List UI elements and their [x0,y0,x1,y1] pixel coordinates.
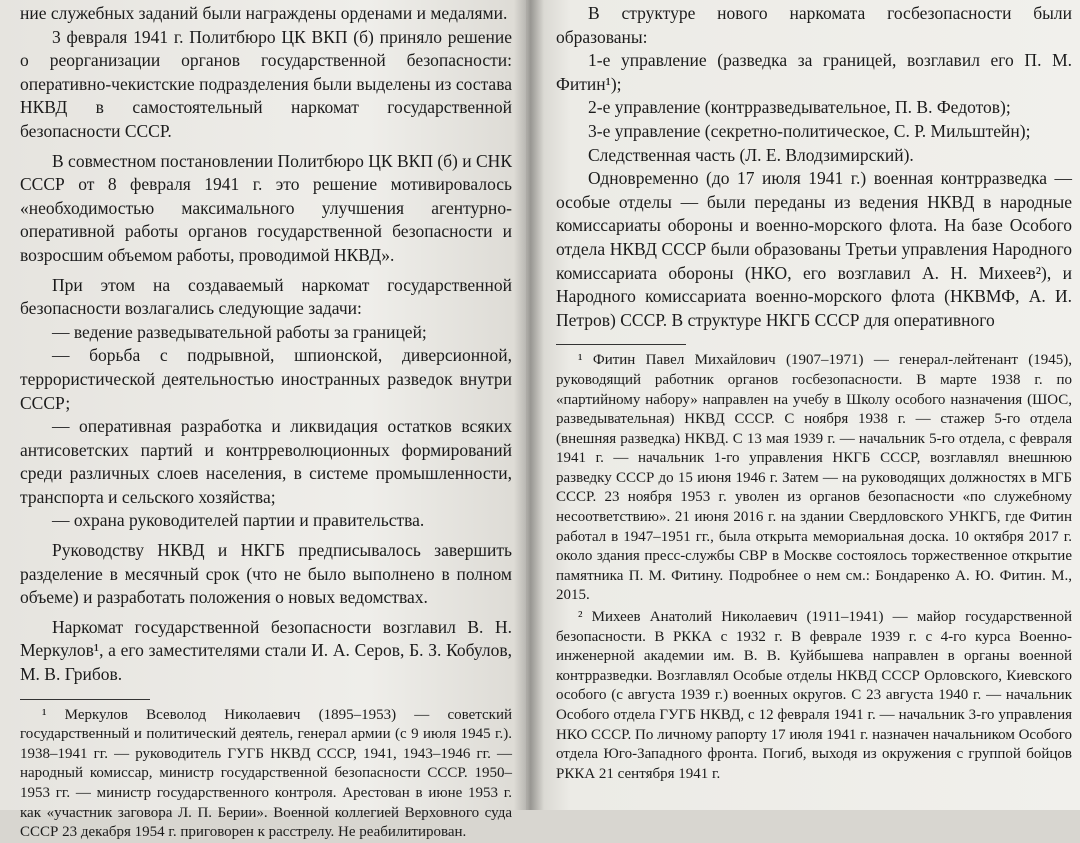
footnote-divider [20,699,150,700]
footnote: ¹ Меркулов Всеволод Николаевич (1895–1953) — советский государственный и политический деятель, генерал армии (с 9 июля 1945 г.). 1938–1941 гг. — руководитель ГУГБ НКВД СССР, 1941, 1943–1946 гг. — народный комиссар, министр государственной безопасности СССР. 1950–1953 гг. — министр государственного контроля. Арестован в июне 1953 г. как «участник заговора Л. П. Берии». Военной коллегией Верховного суда СССР 23 декабря 1954 г. приговорен к расстрелу. Не реабилитирован. [20,706,512,841]
list-item: 2-е управление (контрразведывательное, П. В. Федотов); [588,97,1011,118]
list-item: Следственная часть (Л. Е. Влодзимирский). [588,144,914,165]
right-page [526,0,1080,810]
paragraph: Наркомат государственной безопасности возглавил В. Н. Меркулов¹, а его заместителями стали И. А. Серов, Б. З. Кобулов, М. В. Грибов. [20,616,512,685]
list-item: — борьба с подрывной, шпионской, диверсионной, террористической деятельностью иностранных разведок внутри СССР; [20,345,512,413]
paragraph: Одновременно (до 17 июля 1941 г.) военная контрразведка — особые отделы — были переданы из ведения НКВД в народные комиссариаты обороны и военно-морского флота. На базе Особого отдела НКВД СССР были образованы Третьи управления Народного комиссариата обороны (НКО, его возглавил А. Н. Михеев²), и Народного комиссариата военно-морского флота (НКВМФ, А. И. Петров) СССР. В структуре НКГБ СССР для оперативного [556,168,1072,330]
list-item: 3-е управление (секретно-политическое, С. Р. Мильштейн); [588,120,1031,141]
paragraph: ние служебных заданий были награждены орденами и медалями. [20,3,508,23]
paragraph: Руководству НКВД и НКГБ предписывалось завершить разделение в месячный срок (что не было выполнено в полном объеме) и разработать положения о новых ведомствах. [20,540,512,608]
paragraph: 3 февраля 1941 г. Политбюро ЦК ВКП (б) приняло решение о реорганизации органов государственной безопасности: оперативно-чекистские подразделения были выделены из состава НКВД в самостоятельный наркомат государственной безопасности СССР. [20,26,512,141]
left-page [0,0,526,841]
paragraph: В совместном постановлении Политбюро ЦК ВКП (б) и СНК СССР от 8 февраля 1941 г. это решение мотивировалось «необходимостью максимального улучшения агентурно-оперативной работы органов государственной безопасности и возросшим объемом работы, проводимой НКВД». [20,150,512,265]
paragraph: В структуре нового наркомата госбезопасности были образованы: [556,3,1072,47]
right-page-body [556,2,1072,332]
left-page-footnotes [20,706,512,843]
list-item: — охрана руководителей партии и правительства. [52,510,425,531]
right-page-footnotes [556,351,1072,784]
list-item: 1-е управление (разведка за границей, возглавил его П. М. Фитин¹); [556,50,1072,94]
list-item: — оперативная разработка и ликвидация остатков всяких антисоветских партий и контрреволюционных формирований среди различных слоев населения, в системе промышленности, транспорта и сельского хозяйства; [20,416,512,507]
paragraph: При этом на создаваемый наркомат государственной безопасности возлагались следующие задачи: [20,274,512,319]
footnote: ² Михеев Анатолий Николаевич (1911–1941) — майор государственной безопасности. В РККА с 1932 г. В феврале 1939 г. с 4-го курса Военно-инженерной академии им. В. В. Куйбышева направлен в органы военной контрразведки. Возглавлял Особые отделы НКВД СССР Орловского, Киевского особого (с августа 1939 г.) военных округов. С 23 августа 1940 г. — начальник Особого отдела ГУГБ НКВД, с 12 февраля 1941 г. — начальник 3-го управления НКО СССР. По личному рапорту 17 июля 1941 г. назначен начальником Особого отдела Юго-Западного фронта. Погиб, выходя из окружения с группой бойцов РККА 21 сентября 1941 г. [556,609,1072,782]
footnote: ¹ Фитин Павел Михайлович (1907–1971) — генерал-лейтенант (1945), руководящий работник органов госбезопасности. В марте 1938 г. по «партийному набору» направлен на учебу в Школу особого назначения (ШОС, разведывательная) НКВД СССР. С ноября 1938 г. — стажер 5-го отдела (внешняя разведка) НКВД. С 13 мая 1939 г. — начальник 5-го отдела, с февраля 1941 г. — начальник 1-го управления НКГБ СССР, возглавлял внешнюю разведку СССР до 15 июня 1946 г. Затем — на руководящих должностях в МГБ СССР. 23 ноября 1953 г. уволен из органов безопасности «по служебному несоответствию». 21 июня 2016 г. на здании Свердловского УНКГБ, где Фитин работал в 1947–1951 гг., была открыта мемориальная доска. 10 октября 2017 г. около здания пресс-службы СВР в Москве состоялось торжественное открытие памятника П. М. Фитину. Подробнее о нем см.: Бондаренко А. Ю. Фитин. М., 2015. [556,352,1072,604]
footnote-divider [556,344,686,345]
list-item: — ведение разведывательной работы за границей; [52,321,427,342]
left-page-body [20,2,512,687]
